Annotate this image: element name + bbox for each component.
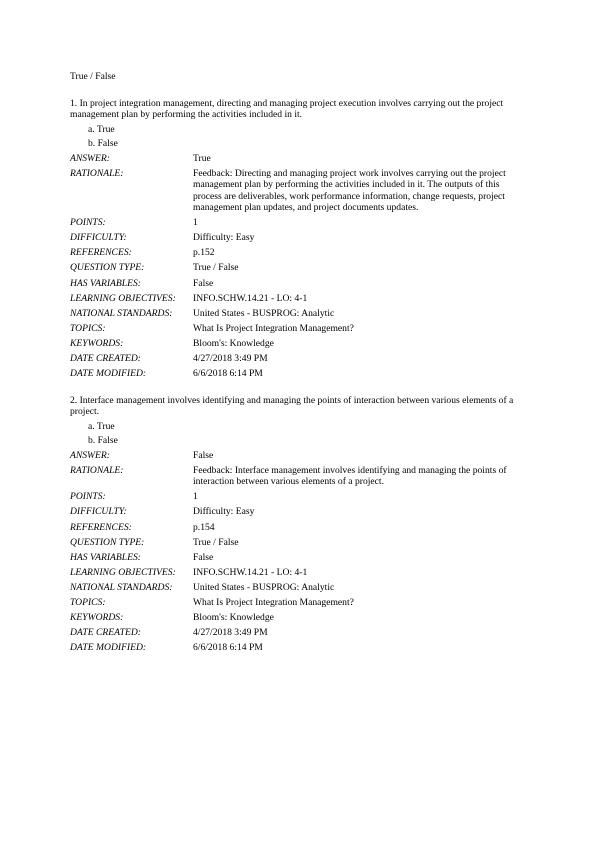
date-modified-value: 6/6/2018 6:14 PM: [193, 642, 263, 654]
topics-value: What Is Project Integration Management?: [193, 322, 354, 334]
rationale-row: [70, 465, 530, 488]
date-modified-label: DATE MODIFIED:: [70, 368, 147, 380]
difficulty-row: [70, 232, 530, 244]
rationale-row: [70, 168, 530, 214]
question-text: 1. In project integration management, directing and managing project execution involves carrying out the project management plan by performing the activities included in it.: [70, 97, 504, 120]
answer-label: ANSWER:: [70, 152, 110, 164]
question-type-row: [70, 262, 530, 274]
learning-objectives-label: LEARNING OBJECTIVES:: [70, 566, 176, 578]
section-title: True / False: [70, 71, 116, 82]
learning-objectives-row: [70, 293, 530, 305]
national-standards-value: United States - BUSPROG: Analytic: [193, 307, 335, 319]
question-type-row: [70, 537, 530, 549]
keywords-row: [70, 338, 530, 350]
topics-label: TOPICS:: [70, 596, 106, 608]
references-value: p.152: [193, 247, 215, 259]
question-type-value: True / False: [193, 536, 239, 548]
references-label: REFERENCES:: [70, 521, 132, 533]
answer-options: [88, 421, 530, 447]
points-label: POINTS:: [70, 217, 106, 229]
rationale-label: RATIONALE:: [70, 464, 124, 476]
rationale-value: Feedback: Directing and managing project work involves carrying out the project management plan by performing the activities included in it. The outputs of this process are deliverables, work performance information, change requests, project management plan updates, and project documents updates.: [193, 167, 506, 214]
date-created-row: [70, 627, 530, 639]
has-variables-value: False: [193, 277, 214, 289]
difficulty-label: DIFFICULTY:: [70, 506, 127, 518]
question-2: [70, 395, 530, 654]
references-label: REFERENCES:: [70, 247, 132, 259]
answer-value: True: [193, 152, 211, 164]
references-row: [70, 522, 530, 534]
national-standards-label: NATIONAL STANDARDS:: [70, 581, 173, 593]
answer-value: False: [193, 449, 214, 461]
question-type-value: True / False: [193, 262, 239, 274]
option-b: b. False: [88, 435, 118, 447]
date-modified-row: [70, 642, 530, 654]
topics-row: [70, 597, 530, 609]
learning-objectives-row: [70, 567, 530, 579]
national-standards-value: United States - BUSPROG: Analytic: [193, 581, 335, 593]
rationale-value: Feedback: Interface management involves identifying and managing the points of interaction between various elements of a project.: [193, 464, 507, 488]
references-row: [70, 247, 530, 259]
keywords-label: KEYWORDS:: [70, 337, 124, 349]
option-b: b. False: [88, 138, 118, 149]
answer-row: [70, 450, 530, 462]
date-created-label: DATE CREATED:: [70, 627, 141, 639]
difficulty-value: Difficulty: Easy: [193, 506, 255, 518]
date-modified-label: DATE MODIFIED:: [70, 642, 147, 654]
national-standards-label: NATIONAL STANDARDS:: [70, 307, 173, 319]
has-variables-value: False: [193, 551, 214, 563]
question-1: [70, 98, 530, 380]
option-a: a. True: [88, 420, 115, 432]
keywords-value: Bloom's: Knowledge: [193, 612, 274, 624]
date-modified-value: 6/6/2018 6:14 PM: [193, 368, 263, 380]
question-type-label: QUESTION TYPE:: [70, 262, 145, 274]
difficulty-label: DIFFICULTY:: [70, 232, 127, 244]
has-variables-row: [70, 278, 530, 290]
learning-objectives-value: INFO.SCHW.14.21 - LO: 4-1: [193, 292, 308, 304]
references-value: p.154: [193, 521, 215, 533]
topics-label: TOPICS:: [70, 322, 106, 334]
date-modified-row: [70, 368, 530, 380]
question-text: 2. Interface management involves identifying and managing the points of interaction between various elements of a project.: [70, 394, 514, 418]
national-standards-row: [70, 582, 530, 594]
has-variables-label: HAS VARIABLES:: [70, 551, 141, 563]
document-page: [70, 71, 530, 669]
answer-row: [70, 153, 530, 165]
has-variables-label: HAS VARIABLES:: [70, 277, 141, 289]
keywords-row: [70, 612, 530, 624]
difficulty-row: [70, 506, 530, 518]
points-value: 1: [193, 217, 198, 229]
national-standards-row: [70, 308, 530, 320]
option-a: a. True: [88, 123, 115, 135]
topics-row: [70, 323, 530, 335]
learning-objectives-value: INFO.SCHW.14.21 - LO: 4-1: [193, 566, 308, 578]
answer-options: [88, 124, 530, 150]
rationale-label: RATIONALE:: [70, 167, 124, 179]
date-created-value: 4/27/2018 3:49 PM: [193, 627, 268, 639]
points-row: [70, 491, 530, 503]
has-variables-row: [70, 552, 530, 564]
date-created-row: [70, 353, 530, 365]
keywords-value: Bloom's: Knowledge: [193, 337, 274, 349]
points-label: POINTS:: [70, 491, 106, 503]
learning-objectives-label: LEARNING OBJECTIVES:: [70, 292, 176, 304]
date-created-value: 4/27/2018 3:49 PM: [193, 353, 268, 365]
difficulty-value: Difficulty: Easy: [193, 232, 255, 244]
points-value: 1: [193, 491, 198, 503]
answer-label: ANSWER:: [70, 449, 110, 461]
question-type-label: QUESTION TYPE:: [70, 536, 145, 548]
points-row: [70, 217, 530, 229]
topics-value: What Is Project Integration Management?: [193, 596, 354, 608]
keywords-label: KEYWORDS:: [70, 612, 124, 624]
date-created-label: DATE CREATED:: [70, 353, 141, 365]
